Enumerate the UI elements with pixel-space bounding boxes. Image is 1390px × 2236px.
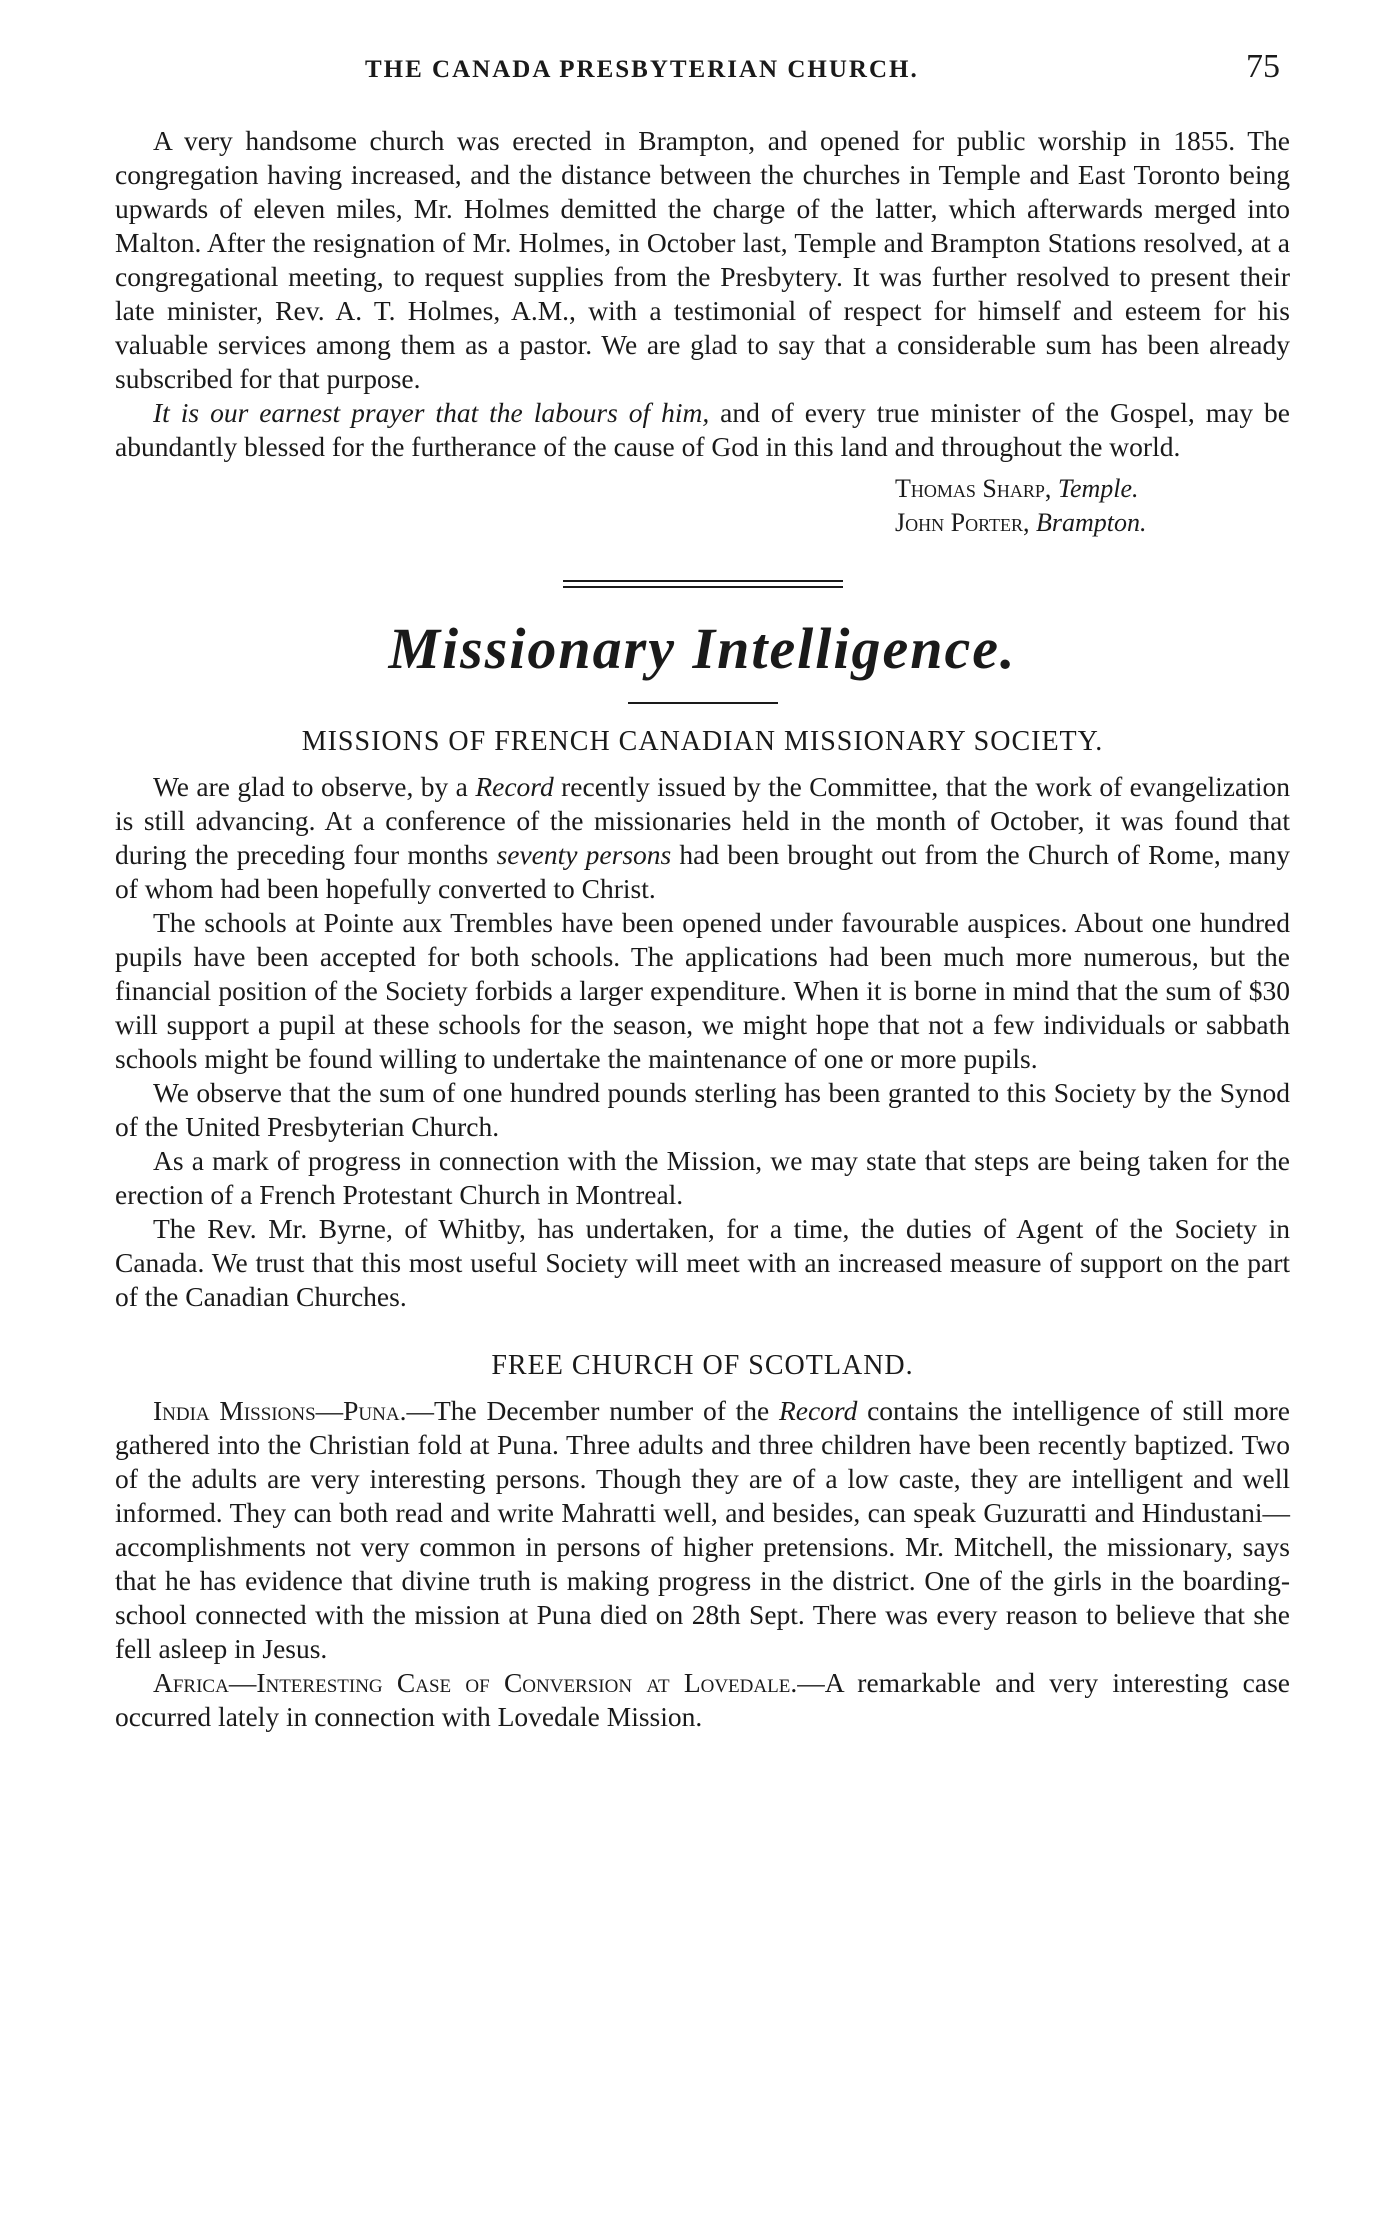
letter-paragraph-prayer: [115, 396, 1290, 464]
article-paragraph: [115, 1394, 1290, 1666]
spacer: [115, 1314, 1290, 1328]
signature-place: Brampton.: [1036, 508, 1147, 537]
text-run: —A remarkable and very interesting case occurred lately in connection with Lovedale Mission.: [115, 1667, 1291, 1732]
article-paragraph: As a mark of progress in connection with the Mission, we may state that steps are being taken for the erection of a French Protestant Church in Montreal.: [115, 1145, 1290, 1210]
article-paragraph: [115, 770, 1290, 906]
record-italic: Record: [475, 771, 554, 802]
running-title: THE CANADA PRESBYTERIAN CHURCH.: [365, 56, 919, 83]
lead-in-africa: Africa—Interesting Case of Conversion at Lovedale.: [153, 1667, 798, 1698]
page: [115, 48, 1290, 1734]
rule-divider: [628, 702, 778, 704]
lead-in-india-missions: India Missions—Puna.: [153, 1395, 407, 1426]
text-run: recently issued by the Committee, that the work of evangelization is still advancing. At a conference of the missionaries held in the month of October, it was found that during the preceding four months: [115, 771, 1290, 870]
page-number: 75: [1246, 48, 1280, 85]
text-run: —The December number of the: [406, 1395, 779, 1426]
letter-paragraph: A very handsome church was erected in Brampton, and opened for public worship in 1855. The congregation having increased, and the distance between the churches in Temple and East Toronto being upwards of eleven miles, Mr. Holmes demitted the charge of the latter, which afterwards merged into Malton. After the resignation of Mr. Holmes, in October last, Temple and Brampton Stations resolved, at a congregational meeting, to request supplies from the Presbytery. It was further resolved to present their late minister, Rev. A. T. Holmes, A.M., with a testimonial of respect for himself and esteem for his valuable services among them as a pastor. We are glad to say that a considerable sum has been already subscribed for that purpose.: [115, 125, 1290, 394]
signature-line: [895, 472, 1290, 506]
article-heading-french-missions: MISSIONS OF FRENCH CANADIAN MISSIONARY SOCIETY.: [301, 726, 1104, 757]
text-run: contains the intelligence of still more gathered into the Christian fold at Puna. Three adults and three children have been recently baptized. Two of the adults are very interesting persons. Though they are of a low caste, they are intelligent and well informed. They can both read and write Mahratti well, and besides, can speak Guzuratti and Hindustani—accomplishments not very common in persons of higher pretensions. Mr. Mitchell, the missionary, says that he has evidence that divine truth is making progress in the district. One of the girls in the boarding-school connected with the mission at Puna died on 28th Sept. There was every reason to believe that she fell asleep in Jesus.: [115, 1395, 1291, 1664]
prayer-rest: and of every true minister of the Gospel, may be abundantly blessed for the furtherance of the cause of God in this land and throughout the world.: [115, 397, 1290, 462]
section-title: Missionary Intelligence.: [388, 616, 1017, 681]
record-italic: Record: [778, 1395, 858, 1426]
article-paragraph: [115, 1666, 1290, 1734]
article-heading-free-church: FREE CHURCH OF SCOTLAND.: [491, 1350, 914, 1381]
prayer-italic: It is our earnest prayer that the labours of him,: [153, 397, 710, 428]
seventy-persons-italic: seventy persons: [496, 839, 672, 870]
article-paragraph: The schools at Pointe aux Trembles have been opened under favourable auspices. About one hundred pupils have been accepted for both schools. The applications had been much more numerous, but the financial position of the Society forbids a larger expenditure. When it is borne in mind that the sum of $30 will support a pupil at these schools for the season, we might hope that not a few individuals or sabbath schools might be found willing to undertake the maintenance of one or more pupils.: [115, 907, 1290, 1074]
article-paragraph: The Rev. Mr. Byrne, of Whitby, has undertaken, for a time, the duties of Agent of the Society in Canada. We trust that this most useful Society will meet with an increased measure of support on the part of the Canadian Churches.: [115, 1213, 1290, 1312]
text-run: We are glad to observe, by a: [153, 771, 476, 802]
article-paragraph: We observe that the sum of one hundred pounds sterling has been granted to this Society by the Synod of the United Presbyterian Church.: [115, 1077, 1290, 1142]
running-head: [115, 48, 1290, 96]
double-rule-divider: [563, 580, 843, 588]
signatures: [895, 472, 1290, 540]
text-run: had been brought out from the Church of Rome, many of whom had been hopefully converted to Christ.: [115, 839, 1291, 904]
signature-name: Thomas Sharp,: [895, 474, 1052, 503]
signature-name: John Porter,: [895, 508, 1030, 537]
signature-place: Temple.: [1057, 474, 1139, 503]
signature-line: [895, 506, 1290, 540]
